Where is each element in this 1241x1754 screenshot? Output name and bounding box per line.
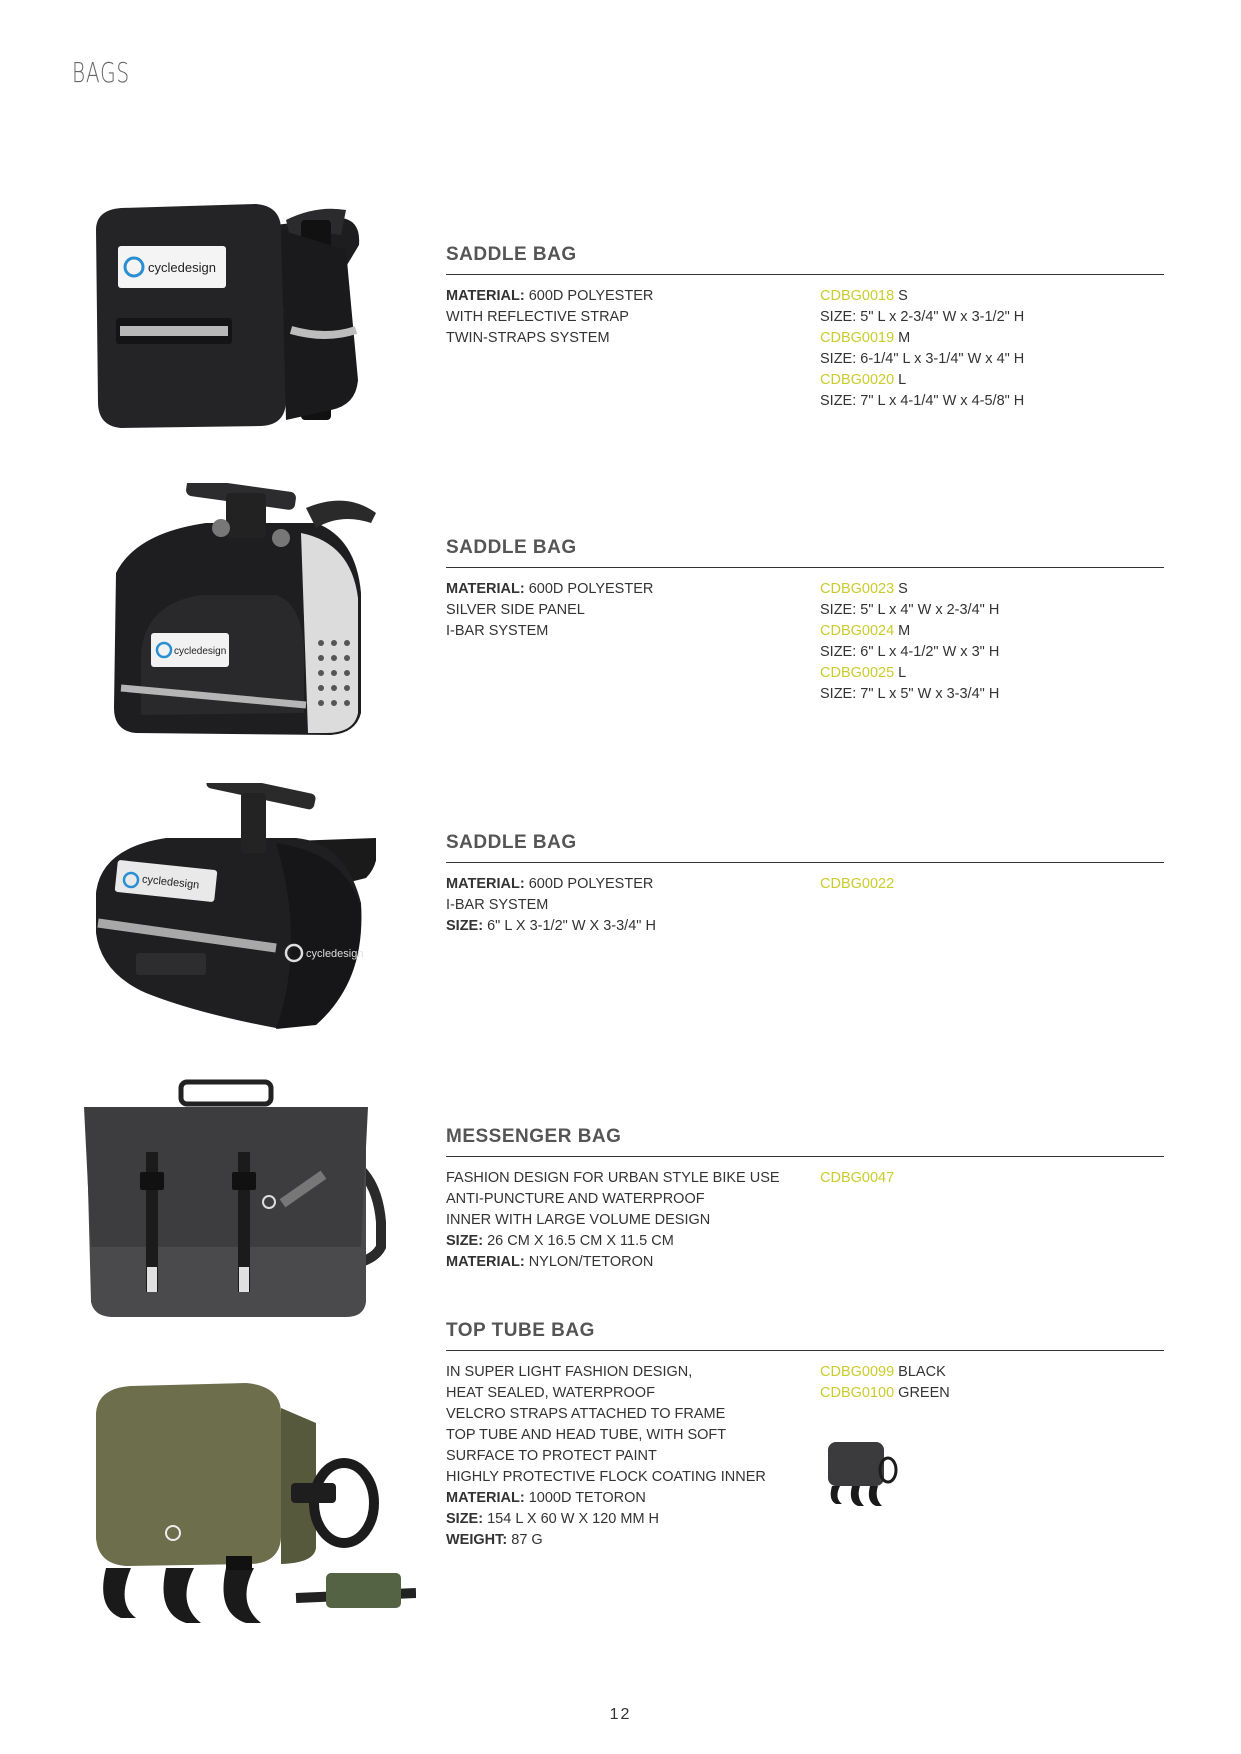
product-codes: CDBG0099 BLACK CDBG0100 GREEN <box>820 1364 950 1401</box>
product-thumbnail <box>818 1438 898 1510</box>
product-title: SADDLE BAG <box>446 244 577 265</box>
product-photo <box>76 483 376 738</box>
product-title: SADDLE BAG <box>446 537 577 558</box>
svg-text:cycledesign: cycledesign <box>306 948 364 960</box>
page-heading: BAGS <box>72 56 130 89</box>
divider <box>446 567 1164 568</box>
svg-text:cycledesign: cycledesign <box>148 260 216 275</box>
product-description: IN SUPER LIGHT FASHION DESIGN, HEAT SEALED, WATERPROOF VELCRO STRAPS ATTACHED TO FRAME TOP TUBE AND HEAD TUBE, WITH SOFT SURFACE TO PROTECT PAINT HIGHLY PROTECTIVE FLOCK COATING INNER MATERIAL: 1000D TETORON SIZE: 154 L X 60 W X 120 MM H WEIGHT: 87 G <box>446 1364 766 1548</box>
product-codes: CDBG0023 S SIZE: 5" L x 4" W x 2-3/4" H CDBG0024 M SIZE: 6" L x 4-1/2" W x 3" H CDBG0025 L SIZE: 7" L x 5" W x 3-3/4" H <box>820 581 1000 702</box>
product-photo <box>76 783 376 1033</box>
product-title: MESSENGER BAG <box>446 1126 622 1147</box>
product-title: SADDLE BAG <box>446 832 577 853</box>
divider <box>446 1350 1164 1351</box>
product-description: MATERIAL: 600D POLYESTER WITH REFLECTIVE STRAP TWIN-STRAPS SYSTEM <box>446 288 654 346</box>
product-codes: CDBG0047 <box>820 1170 895 1186</box>
product-description: MATERIAL: 600D POLYESTER SILVER SIDE PANEL I-BAR SYSTEM <box>446 581 654 639</box>
product-description: FASHION DESIGN FOR URBAN STYLE BIKE USE ANTI-PUNCTURE AND WATERPROOF INNER WITH LARGE VOLUME DESIGN SIZE: 26 CM X 16.5 CM X 11.5 CM MATERIAL: NYLON/TETORON <box>446 1170 780 1270</box>
divider <box>446 1156 1164 1157</box>
divider <box>446 274 1164 275</box>
product-title: TOP TUBE BAG <box>446 1320 595 1341</box>
page-number: 12 <box>609 1706 632 1723</box>
divider <box>446 862 1164 863</box>
product-codes: CDBG0022 <box>820 876 895 892</box>
product-photo <box>76 190 376 450</box>
svg-text:cycledesign: cycledesign <box>174 646 227 657</box>
product-codes: CDBG0018 S SIZE: 5" L x 2-3/4" W x 3-1/2" H CDBG0019 M SIZE: 6-1/4" L x 3-1/4" W x 4" H CDBG0020 L SIZE: 7" L x 4-1/4" W x 4-5/8" H <box>820 288 1025 409</box>
product-description: MATERIAL: 600D POLYESTER I-BAR SYSTEM SIZE: 6" L X 3-1/2" W X 3-3/4" H <box>446 876 656 934</box>
product-photo <box>76 1378 416 1648</box>
svg-text:cycledesign: cycledesign <box>141 873 200 892</box>
product-photo <box>76 1072 396 1322</box>
